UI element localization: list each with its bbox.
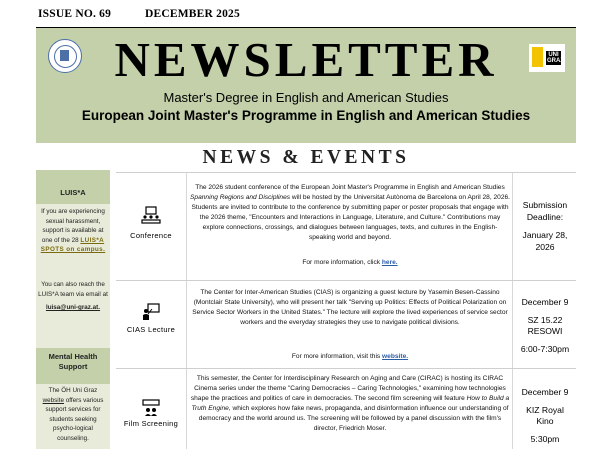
event-date: Submission Deadline: January 28, 2026: [522, 200, 568, 252]
issue-bar: [36, 6, 576, 28]
masthead-programme: European Joint Master's Programme in English and American Studies: [81, 108, 531, 123]
mental-health-info: [38, 386, 108, 444]
conference-icon: [141, 206, 161, 224]
event-more-info: For more information, click here.: [302, 259, 398, 266]
luisa-spots-link[interactable]: LUIS*A SPOTS on campus.: [40, 236, 106, 254]
event-date: December 9 SZ 15.22 RESOWI 6:00-7:30pm: [520, 297, 570, 354]
event-more-link[interactable]: here.: [381, 259, 398, 266]
newsletter-title: NEWSLETTER: [114, 32, 498, 87]
event-description: The 2026 student conference of the European Joint Master's Programme in English and American Studies Spanning Regions and Disciplines will be hosted by the Universitat Autònoma de Barcelona on April 28, 2026. Students are invited to contribute to the conference by submitting paper or poster proposals that engage with the 2026 theme, "Encounters and Interactions in Language, Literature, and Culture." Contributions may explore connections, crossings, and dialogues between languages, texts, and cultures in the English-speaking world and beyond.: [190, 184, 511, 241]
issue-number: ISSUE NO. 69: [38, 8, 112, 20]
luisa-contact-text: You can also reach the LUIS*A team via email at: [38, 281, 108, 298]
luisa-contact: [38, 280, 108, 313]
event-more-info: For more information, visit this website.: [291, 353, 409, 360]
film-icon: [141, 399, 161, 417]
luisa-info: [38, 207, 108, 255]
mental-health-text: The ÖH Uni Graz: [48, 387, 98, 394]
uni-graz-logo: [529, 44, 565, 72]
uni-graz-logo-text: UNI GRAZ: [547, 52, 564, 64]
event-label: CIAS Lecture: [126, 325, 176, 334]
masthead: [36, 28, 576, 143]
luisa-heading: LUIS*A: [36, 170, 110, 204]
event-row: [116, 172, 576, 280]
event-icon-cell: [116, 369, 186, 449]
oeh-website-link[interactable]: website: [42, 396, 64, 404]
event-row: [116, 368, 576, 449]
luisa-email-link[interactable]: luisa@uni-graz.at.: [45, 304, 101, 312]
event-row: [116, 280, 576, 368]
event-description: This semester, the Center for Interdisciplinary Research on Aging and Care (CIRAC) is hosting its CIRAC Cinema series under the theme "Caring Democracies – Caring Technologies," examining how technologies shape the practices and politics of care in democracies. The second film screening will feature How to Build a Truth Engine, which explores how fake news, propaganda, and disinformation influence our understanding of democracy and the world around us. The screening will be followed by a panel discussion with the film's director, Friedrich Moser.: [190, 375, 510, 432]
event-more-link[interactable]: website.: [382, 353, 409, 360]
lecture-icon: [141, 303, 161, 321]
event-icon-cell: [116, 281, 186, 368]
event-label: Conference: [130, 231, 172, 240]
masthead-subtitle: Master's Degree in English and American Studies: [163, 90, 449, 105]
luisa-text: If you are experiencing sexual harassment, support is available at one of the 28: [41, 208, 105, 244]
section-title: NEWS & EVENTS: [202, 147, 410, 168]
event-icon-cell: [116, 173, 186, 280]
event-label: Film Screening: [123, 419, 179, 428]
mental-health-text-2: offers various support services for students seeking psycho-logical counseling.: [45, 396, 104, 442]
sidebar: [36, 170, 110, 449]
event-date: December 9 KIZ Royal Kino 5:30pm: [521, 387, 569, 444]
event-description: The Center for Inter-American Studies (CIAS) is organizing a guest lecture by Yasemin Besen-Cassino (Montclair State University), who will present her talk "Serving up Politics: Effects of Political Polarization on Service Sector Workers in the United States." The lecture will explore the lived experiences of service sector workers and the everyday strategies they use to navigate political divisions.: [192, 289, 508, 326]
mental-health-heading: Mental Health Support: [36, 348, 110, 384]
issue-date: DECEMBER 2025: [145, 8, 240, 20]
